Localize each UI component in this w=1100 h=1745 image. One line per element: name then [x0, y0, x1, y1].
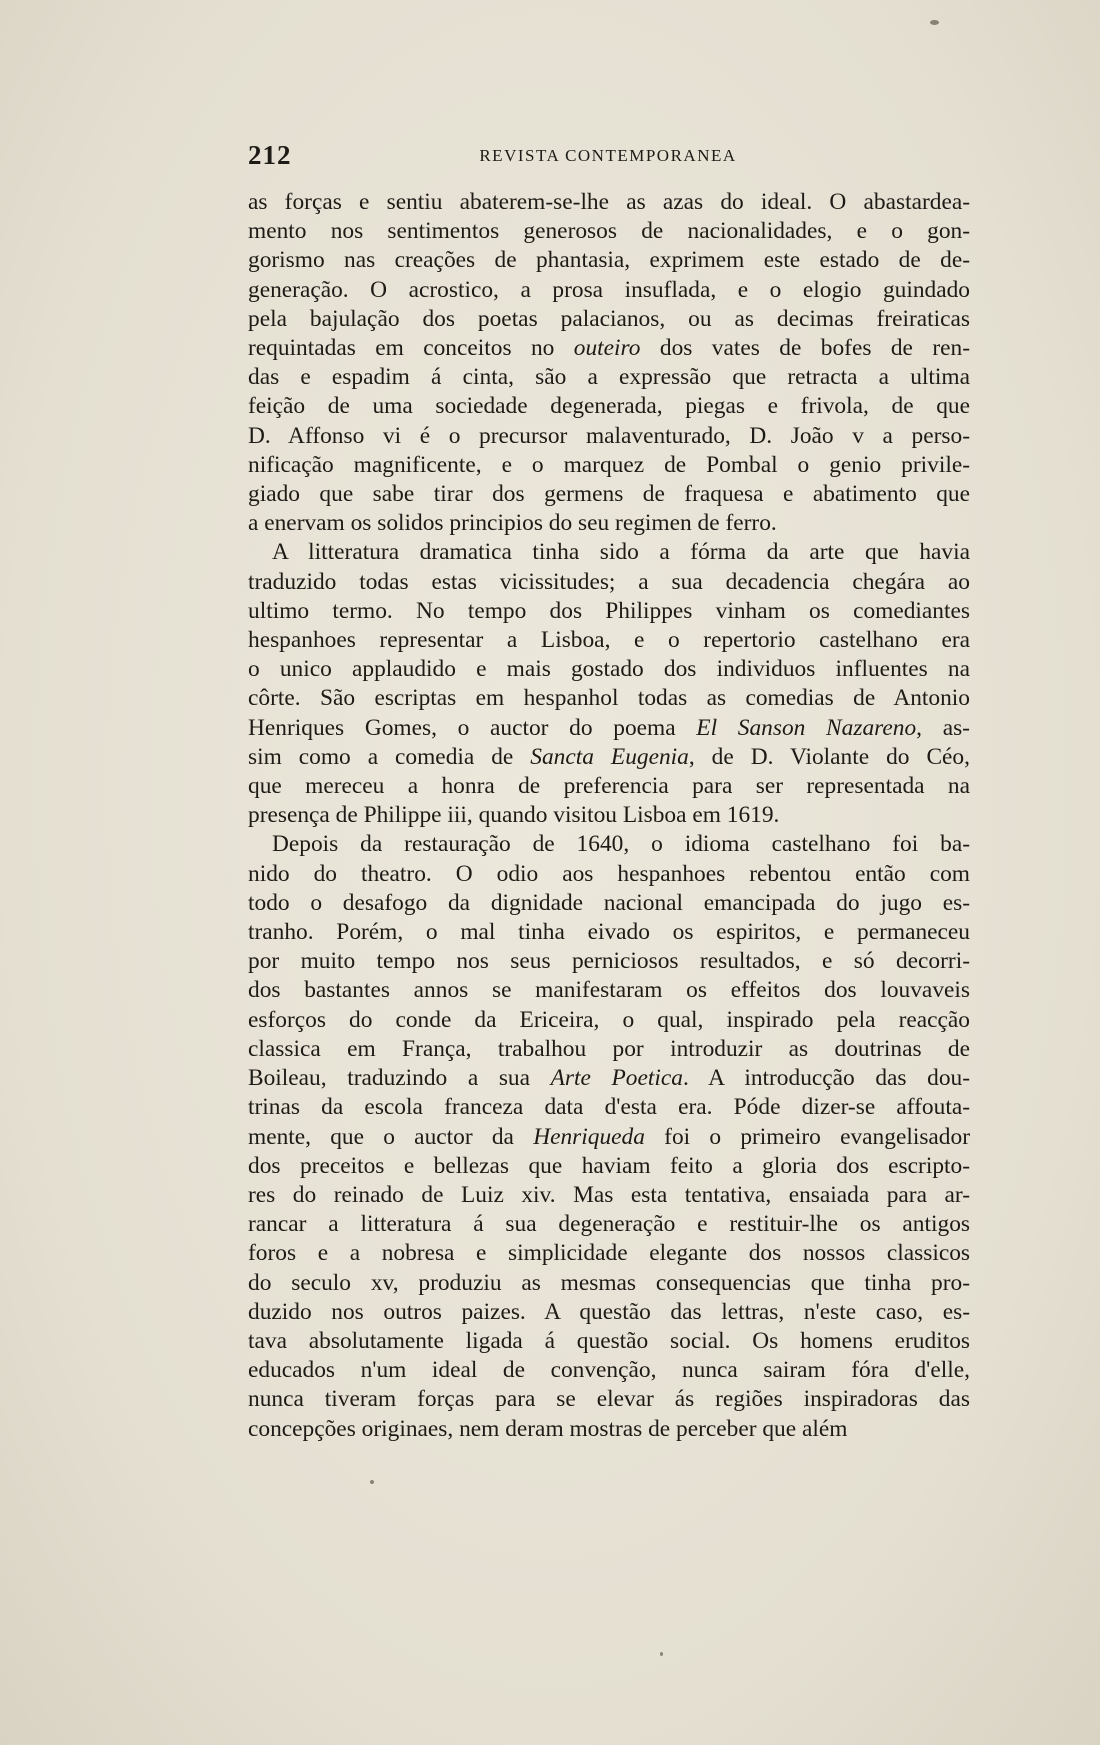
text-line: o unico applaudido e mais gostado dos individuos influentes na	[248, 656, 970, 683]
text-line: pela bajulação dos poetas palacianos, ou as decimas freiraticas	[248, 305, 970, 332]
text-line: as forças e sentiu abaterem-se-lhe as azas do ideal. O abastardea-	[248, 189, 970, 215]
text-line: sim como a comedia de Sancta Eugenia, de D. Violante do Céo,	[248, 743, 970, 770]
text-line: classica em França, trabalhou por introduzir as doutrinas de	[248, 1035, 970, 1062]
text-line: tava absolutamente ligada á questão social. Os homens eruditos	[248, 1327, 970, 1354]
paragraph	[248, 830, 970, 1443]
text-line: res do reinado de Luiz xiv. Mas esta tentativa, ensaiada para ar-	[248, 1181, 970, 1208]
text-line: mente, que o auctor da Henriqueda foi o primeiro evangelisador	[248, 1123, 970, 1150]
text-line: gorismo nas creações de phantasia, exprimem este estado de de-	[248, 247, 970, 274]
text-line: por muito tempo nos seus perniciosos resultados, e só decorri-	[248, 948, 970, 975]
text-line: a enervam os solidos principios do seu regimen de ferro.	[248, 510, 777, 537]
text-line: feição de uma sociedade degenerada, piegas e frivola, de que	[248, 393, 970, 420]
italic-title: Arte Poetica	[550, 1065, 683, 1092]
paragraph	[248, 188, 970, 538]
italic-title: Sancta Eugenia	[530, 743, 689, 770]
text-line: educados n'um ideal de convenção, nunca sairam fóra d'elle,	[248, 1357, 970, 1384]
text-line: Depois da restauração de 1640, o idioma castelhano foi ba-	[272, 831, 970, 858]
text-line: mento nos sentimentos generosos de nacionalidades, e o gon-	[248, 218, 970, 245]
text-line: tranho. Porém, o mal tinha eivado os espiritos, e permaneceu	[248, 919, 970, 946]
text-line: presença de Philippe iii, quando visitou Lisboa em 1619.	[248, 802, 780, 829]
text-line: hespanhoes representar a Lisboa, e o repertorio castelhano era	[248, 627, 970, 654]
text-line: foros e a nobresa e simplicidade elegante dos nossos classicos	[248, 1240, 970, 1267]
text-line: ultimo termo. No tempo dos Philippes vinham os comediantes	[248, 597, 970, 624]
text-line: rancar a litteratura á sua degeneração e restituir-lhe os antigos	[248, 1211, 970, 1238]
text-line: que mereceu a honra de preferencia para ser representada na	[248, 773, 970, 800]
text-line: côrte. São escriptas em hespanhol todas as comedias de Antonio	[248, 685, 970, 712]
text-line: dos preceitos e bellezas que haviam feito a gloria dos escripto-	[248, 1152, 970, 1179]
text-line: Boileau, traduzindo a sua Arte Poetica. A introducção das dou-	[248, 1065, 970, 1092]
text-line: A litteratura dramatica tinha sido a fórma da arte que havia	[272, 539, 970, 566]
ink-speck	[370, 1480, 374, 1484]
text-line: giado que sabe tirar dos germens de fraquesa e abatimento que	[248, 481, 970, 508]
text-line: nido do theatro. O odio aos hespanhoes rebentou então com	[248, 860, 970, 887]
text-line: Henriques Gomes, o auctor do poema El Sanson Nazareno, as-	[248, 714, 970, 741]
text-line: nunca tiveram forças para se elevar ás regiões inspiradoras das	[248, 1386, 970, 1413]
page-number: 212	[248, 140, 292, 170]
text-line: D. Affonso vi é o precursor malaventurado, D. João v a perso-	[248, 422, 970, 449]
paragraph	[248, 538, 970, 830]
page-header	[248, 140, 968, 176]
text-line: duzido nos outros paizes. A questão das lettras, n'este caso, es-	[248, 1298, 970, 1325]
text-line: nificação magnificente, e o marquez de Pombal o genio privile-	[248, 451, 970, 478]
text-line: requintadas em conceitos no outeiro dos vates de bofes de ren-	[248, 335, 970, 362]
italic-title: outeiro	[573, 335, 641, 362]
text-line: generação. O acrostico, a prosa insuflada, e o elogio guindado	[248, 276, 970, 303]
italic-title: El Sanson Nazareno	[696, 714, 917, 741]
ink-speck	[660, 1652, 663, 1656]
ink-speck	[930, 20, 939, 25]
text-line: trinas da escola franceza data d'esta era. Póde dizer-se affouta-	[248, 1094, 970, 1121]
text-line: todo o desafogo da dignidade nacional emancipada do jugo es-	[248, 889, 970, 916]
text-line: dos bastantes annos se manifestaram os effeitos dos louvaveis	[248, 977, 970, 1004]
body-text	[248, 188, 970, 1444]
running-title: REVISTA CONTEMPORANEA	[479, 146, 737, 165]
text-line: esforços do conde da Ericeira, o qual, inspirado pela reacção	[248, 1006, 970, 1033]
italic-title: Henriqueda	[533, 1123, 645, 1150]
text-line: do seculo xv, produziu as mesmas consequencias que tinha pro-	[248, 1269, 970, 1296]
text-line: das e espadim á cinta, são a expressão que retracta a ultima	[248, 364, 970, 391]
text-line: traduzido todas estas vicissitudes; a sua decadencia chegára ao	[248, 568, 970, 595]
text-line: concepções originaes, nem deram mostras de perceber que além	[248, 1415, 848, 1442]
